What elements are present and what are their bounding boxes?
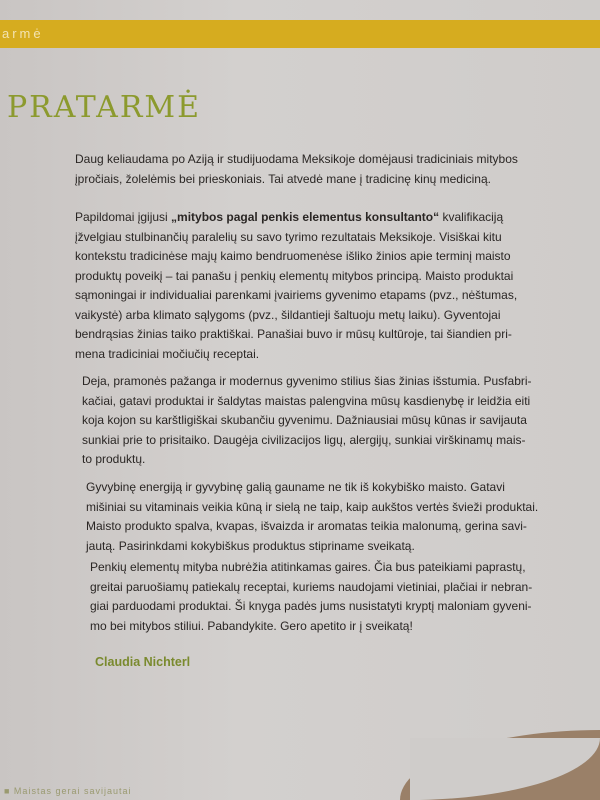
header-band — [0, 20, 600, 48]
author-signature: Claudia Nichterl — [95, 655, 191, 669]
text-line: koja kojon su karštligiškai skubančiu gyvenimu. Dažniausiai mūsų kūnas ir savijauta — [82, 413, 527, 427]
text-line: sąmoningai ir individualiai parenkami įvairiems gyvenimo etapams (pvz., nėštumas, — [75, 288, 518, 302]
text-line: Gyvybinę energiją ir gyvybinę galią gauname ne tik iš kokybiško maisto. Gatavi — [86, 480, 505, 494]
text-line: Penkių elementų mityba nubrėžia atitinkamas gaires. Čia bus pateikiami paprastų, — [90, 560, 526, 574]
text-line: įžvelgiau stulbinančių paralelių su savo tyrimo rezultatais Meksikoje. Visiškai kitu — [75, 229, 502, 244]
running-header: armė — [2, 26, 44, 41]
paragraph-1 — [75, 150, 595, 189]
text-line: to produktų. — [82, 452, 146, 466]
text-span: Papildomai įgijusi — [75, 210, 172, 224]
text-line: jautą. Pasirinkdami kokybiškus produktus stipriname sveikatą. — [86, 538, 415, 553]
text-line: greitai paruošiamų patiekalų receptai, kuriems naudojami vietiniai, plačiai ir nebran- — [90, 579, 533, 594]
text-line: mo bei mitybos stiliui. Pabandykite. Gero apetito ir į sveikatą! — [90, 618, 413, 633]
bold-text: „mitybos pagal penkis elementus konsultanto“ — [171, 210, 440, 224]
text-line: įpročiais, žolelėmis bei prieskoniais. Tai atvedė mane į tradicinę kinų mediciną. — [75, 171, 491, 186]
page-footer: ■ Maistas gerai savijautai — [4, 786, 132, 796]
text-line: kačiai, gatavi produktai ir šaldytas maistas palengvina mūsų kasdienybę ir leidžia eiti — [82, 393, 531, 408]
text-line: bendrąsias žinias taiko praktiškai. Panašiai buvo ir mūsų kultūroje, tai šiandien pri- — [75, 327, 512, 341]
paragraph-2 — [75, 208, 595, 364]
text-line: kontekstu tradicinėse majų kaimo bendruomenėse išliko žinios apie terminį maisto — [75, 249, 511, 263]
text-span: kvalifikaciją — [439, 210, 504, 224]
paragraph-4 — [86, 478, 596, 556]
text-line: Maisto produkto spalva, kvapas, išvaizda ir aromatas teikia malonumą, gerina savi- — [86, 519, 527, 533]
text-line: Daug keliaudama po Aziją ir studijuodama Meksikoje domėjausi tradiciniais mitybos — [75, 152, 518, 166]
text-line: sunkiai prie to prisitaiko. Daugėja civilizacijos ligų, alergijų, sunkiai virškinamų mais- — [82, 432, 526, 447]
text-line: giai parduodami produktai. Ši knyga padės jums nusistatyti kryptį maloniam gyveni- — [90, 599, 532, 613]
paragraph-5 — [90, 558, 596, 636]
text-line: vaikystė) arba klimato sąlygoms (pvz., šildantieji šaltuoju metų laiku). Gyventojai — [75, 307, 501, 322]
page-title: PRATARMĖ — [7, 90, 202, 125]
text-line: mišiniai su vitaminais veikia kūną ir sielą ne taip, kaip aukštos vertės švieži produktai. — [86, 499, 539, 514]
text-line: mena tradiciniai močiučių receptai. — [75, 346, 260, 361]
text-line: produktų poveikį – tai panašu į penkių elementų mitybos principą. Maisto produktai — [75, 268, 514, 283]
paragraph-3 — [82, 372, 596, 470]
text-line — [75, 208, 595, 228]
text-line: Deja, pramonės pažanga ir modernus gyvenimo stilius šias žinias išstumia. Pusfabri- — [82, 374, 532, 388]
